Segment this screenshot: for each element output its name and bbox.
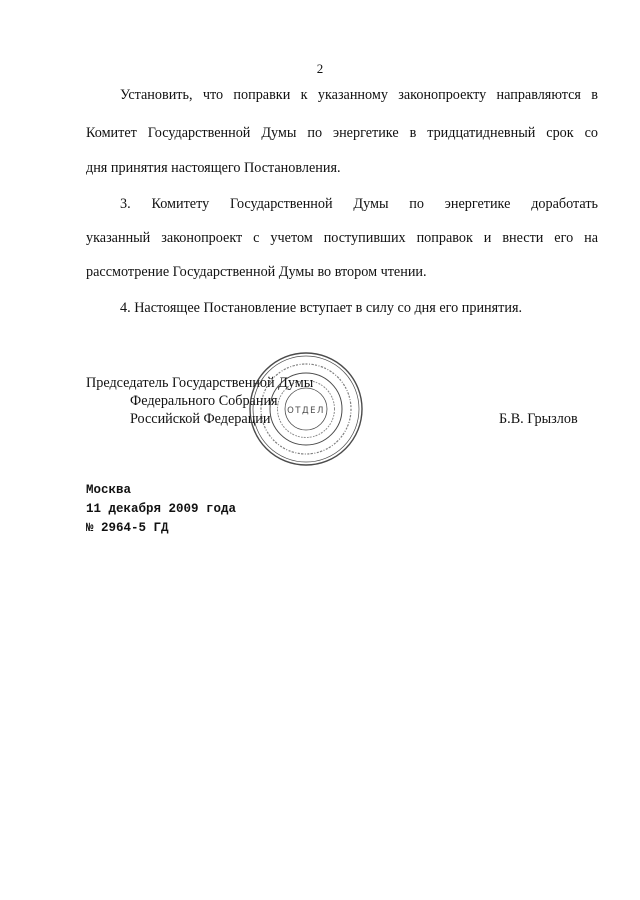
signatory-name: Б.В. Грызлов [499, 411, 578, 427]
signatory-title-line-2: Федерального Собрания [130, 393, 278, 409]
paragraph-1-line-3: дня принятия настоящего Постановления. [86, 160, 341, 176]
paragraph-1-line-2: Комитет Государственной Думы по энергетике в тридцатидневный срок со [86, 125, 598, 141]
paragraph-3-line-1: 4. Настоящее Постановление вступает в силу со дня его принятия. [120, 300, 523, 316]
page-number: 2 [316, 61, 324, 76]
signatory-title-line-3: Российской Федерации [130, 411, 271, 427]
footer-city: Москва [86, 483, 132, 497]
paragraph-1-line-1: Установить, что поправки к указанному законопроекту направляются в [120, 87, 598, 103]
footer-document-number: № 2964-5 ГД [86, 521, 169, 535]
official-seal-stamp [246, 350, 366, 468]
stamp-center-text: ОТДЕЛ [287, 406, 325, 416]
signatory-title-line-1: Председатель Государственной Думы [86, 375, 314, 391]
paragraph-2-line-1: 3. Комитету Государственной Думы по энергетике доработать [120, 196, 598, 212]
footer-date: 11 декабря 2009 года [86, 502, 237, 516]
paragraph-2-line-2: указанный законопроект с учетом поступивших поправок и внести его на [86, 230, 598, 246]
paragraph-2-line-3: рассмотрение Государственной Думы во втором чтении. [86, 264, 427, 280]
